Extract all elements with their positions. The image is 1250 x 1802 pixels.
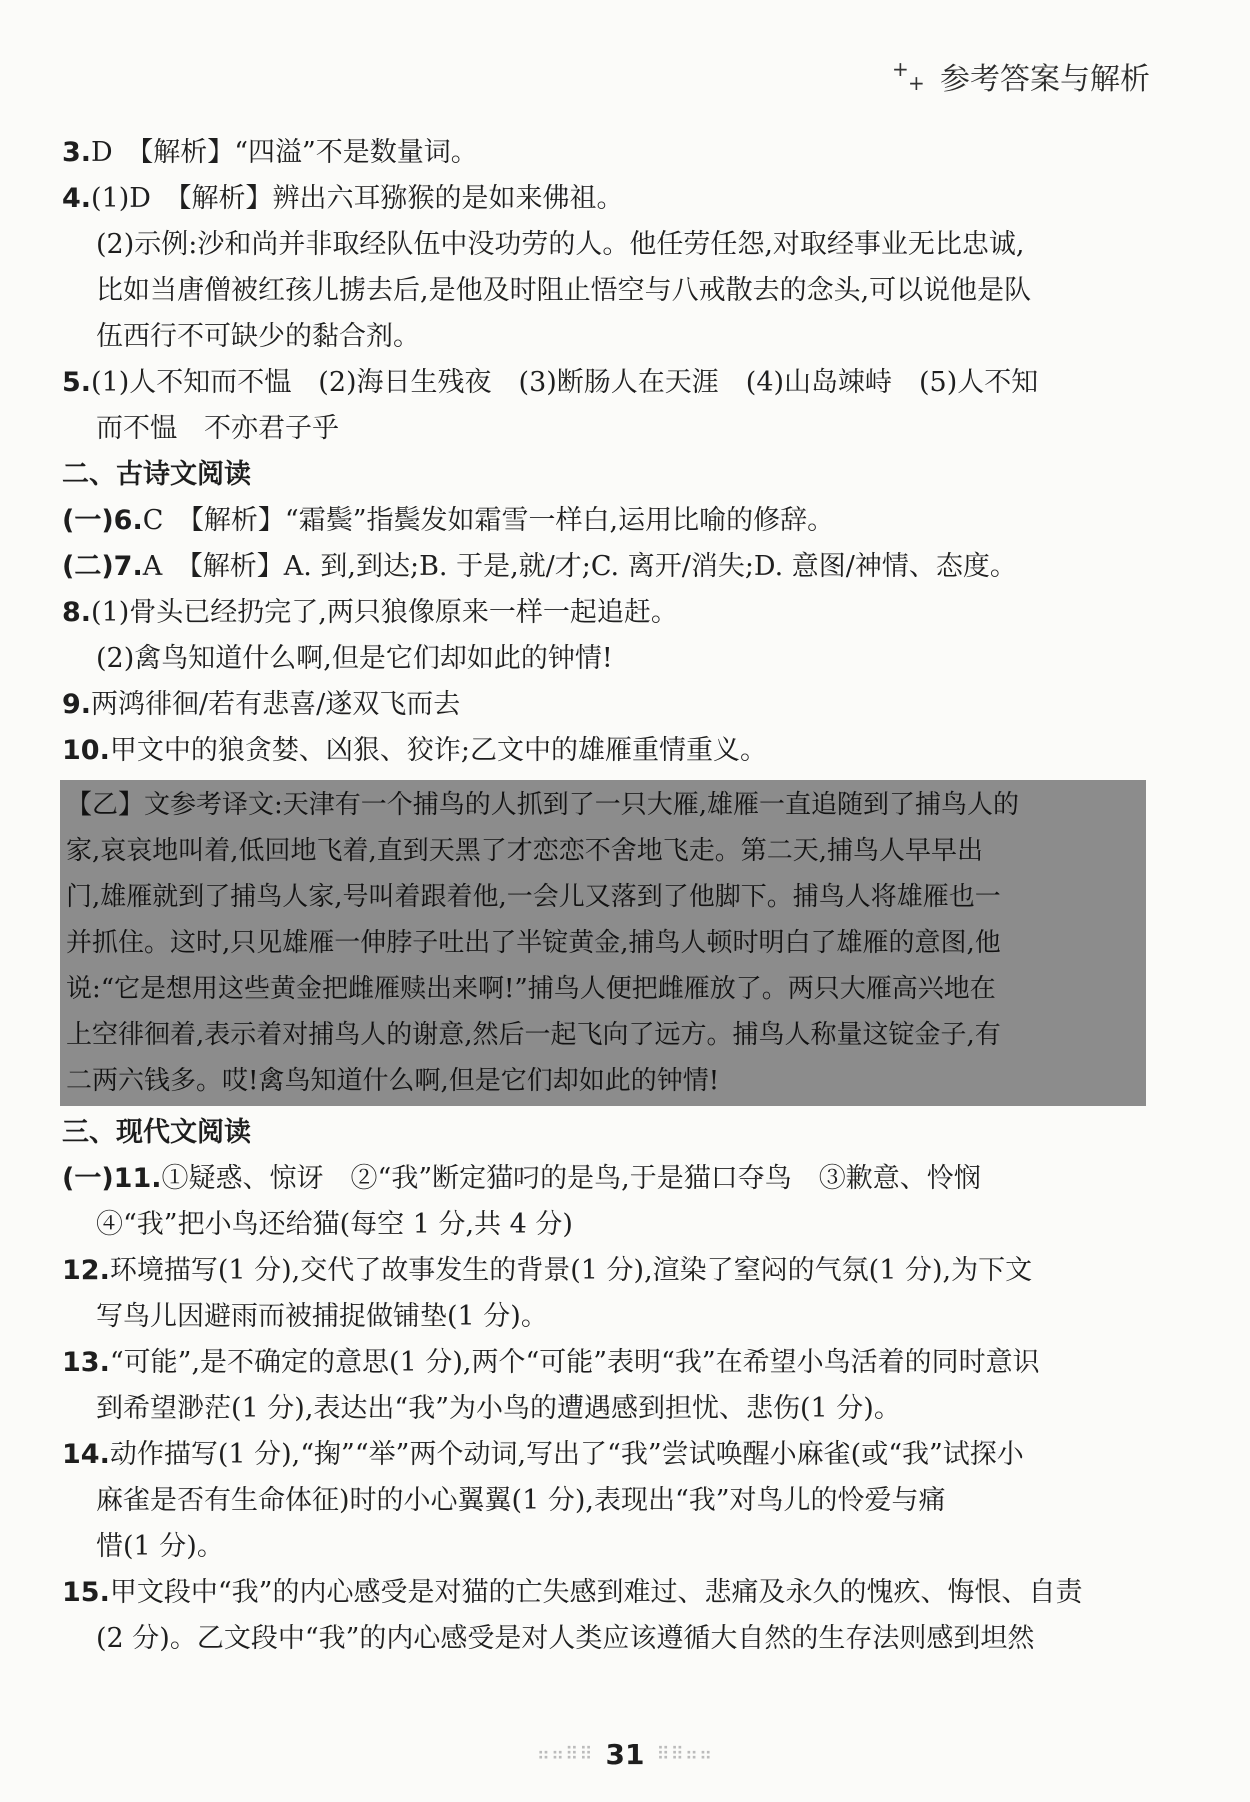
translation-line: 上空徘徊着,表示着对捕鸟人的谢意,然后一起飞向了远方。捕鸟人称量这锭金子,有 — [66, 1020, 1001, 1050]
answer-line — [62, 176, 1154, 222]
translation-box — [60, 780, 1146, 1106]
translation-line: 家,哀哀地叫着,低回地飞着,直到天黑了才恋恋不舍地飞走。第二天,捕鸟人早早出 — [66, 836, 984, 866]
answer-text: 环境描写(1 分),交代了故事发生的背景(1 分),渲染了窒闷的气氛(1 分),为下文 — [109, 1255, 1033, 1286]
page-header — [892, 54, 1150, 98]
answer-text: ①疑惑、惊讶 ②“我”断定猫叼的是鸟,于是猫口夺鸟 ③歉意、怜悯 — [161, 1163, 981, 1194]
question-number: (一)6. — [62, 505, 143, 536]
answer-text: (2 分)。乙文段中“我”的内心感受是对人类应该遵循大自然的生存法则感到坦然 — [96, 1623, 1035, 1654]
question-number: 9. — [62, 689, 92, 720]
answer-text: 甲文段中“我”的内心感受是对猫的亡失感到难过、悲痛及永久的愧疚、悔恨、自责 — [109, 1577, 1083, 1608]
answer-line — [62, 1202, 1154, 1248]
plus-decoration-icon: + + — [892, 57, 925, 95]
translation-line: 【乙】文参考译文:天津有一个捕鸟的人抓到了一只大雁,雄雁一直追随到了捕鸟人的 — [66, 790, 1020, 820]
answer-line — [62, 590, 1154, 636]
answer-text: 写鸟儿因避雨而被捕捉做铺垫(1 分)。 — [96, 1301, 548, 1332]
answer-line — [62, 406, 1154, 452]
question-number: 15. — [62, 1577, 110, 1608]
answer-text: (2)禽鸟知道什么啊,但是它们却如此的钟情! — [96, 643, 613, 674]
question-number: 12. — [62, 1255, 110, 1286]
answer-line — [62, 360, 1154, 406]
page-number: 31 — [605, 1738, 645, 1771]
answer-text: 麻雀是否有生命体征)时的小心翼翼(1 分),表现出“我”对鸟儿的怜爱与痛 — [96, 1485, 946, 1516]
answer-line — [62, 314, 1154, 360]
answer-text: 伍西行不可缺少的黏合剂。 — [96, 321, 420, 352]
answer-line — [62, 1478, 1154, 1524]
answer-text: (1)D 【解析】辨出六耳猕猴的是如来佛祖。 — [91, 183, 624, 214]
answer-text: ④“我”把小鸟还给猫(每空 1 分,共 4 分) — [96, 1209, 573, 1240]
section-heading: 三、现代文阅读 — [62, 1117, 251, 1148]
answer-text: 而不愠 不亦君子乎 — [96, 413, 339, 444]
answer-line — [62, 1432, 1154, 1478]
answer-text: 动作描写(1 分),“掬”“举”两个动词,写出了“我”尝试唤醒小麻雀(或“我”试探小 — [109, 1439, 1024, 1470]
answer-line — [62, 636, 1154, 682]
translation-line: 说:“它是想用这些黄金把雌雁赎出来啊!”捕鸟人便把雌雁放了。两只大雁高兴地在 — [66, 974, 996, 1004]
question-number: 14. — [62, 1439, 110, 1470]
header-title: 参考答案与解析 — [940, 62, 1150, 97]
answer-line — [62, 1616, 1154, 1662]
section-heading: 二、古诗文阅读 — [62, 459, 251, 490]
translation-line: 门,雄雁就到了捕鸟人家,号叫着跟着他,一会儿又落到了他脚下。捕鸟人将雄雁也一 — [66, 882, 1001, 912]
question-number: 13. — [62, 1347, 110, 1378]
answer-text: (1)人不知而不愠 (2)海日生残夜 (3)断肠人在天涯 (4)山岛竦峙 (5)人不知 — [91, 367, 1039, 398]
answer-line — [62, 268, 1154, 314]
answer-text: (1)骨头已经扔完了,两只狼像原来一样一起追赶。 — [91, 597, 678, 628]
answer-line — [62, 1248, 1154, 1294]
answer-text: (2)示例:沙和尚并非取经队伍中没功劳的人。他任劳任怨,对取经事业无比忠诚, — [96, 229, 1025, 260]
answer-content — [62, 130, 1154, 1662]
answer-text: D 【解析】“四溢”不是数量词。 — [91, 137, 478, 168]
answers-part-2 — [62, 1110, 1154, 1662]
question-number: 3. — [62, 137, 92, 168]
question-number: 4. — [62, 183, 92, 214]
question-number: 5. — [62, 367, 92, 398]
answer-text: “可能”,是不确定的意思(1 分),两个“可能”表明“我”在希望小鸟活着的同时意识 — [109, 1347, 1040, 1378]
answer-line — [62, 130, 1154, 176]
question-number: 10. — [62, 735, 110, 766]
translation-line: 并抓住。这时,只见雄雁一伸脖子吐出了半锭黄金,捕鸟人顿时明白了雄雁的意图,他 — [66, 928, 1001, 958]
answer-line — [62, 498, 1154, 544]
answer-text: 比如当唐僧被红孩儿掳去后,是他及时阻止悟空与八戒散去的念头,可以说他是队 — [96, 275, 1032, 306]
answer-line — [62, 1386, 1154, 1432]
answer-text: C 【解析】“霜鬓”指鬓发如霜雪一样白,运用比喻的修辞。 — [142, 505, 835, 536]
answer-line — [62, 1570, 1154, 1616]
answer-line — [62, 1524, 1154, 1570]
translation-line: 二两六钱多。哎!禽鸟知道什么啊,但是它们却如此的钟情! — [66, 1066, 720, 1096]
answer-text: 甲文中的狼贪婪、凶狠、狡诈;乙文中的雄雁重情重义。 — [109, 735, 767, 766]
page-footer — [0, 1738, 1250, 1771]
answer-line — [62, 728, 1154, 774]
answer-line — [62, 222, 1154, 268]
question-number: (二)7. — [62, 551, 143, 582]
answer-line — [62, 682, 1154, 728]
question-number: (一)11. — [62, 1163, 162, 1194]
answer-line — [62, 1294, 1154, 1340]
answers-part-1 — [62, 130, 1154, 774]
answer-text: 两鸿徘徊/若有悲喜/遂双飞而去 — [91, 689, 461, 720]
answer-line — [62, 1340, 1154, 1386]
answer-line — [62, 1156, 1154, 1202]
answer-line — [62, 544, 1154, 590]
footer-dots-left-icon: ⠶⠶⠿⠿ — [536, 1744, 594, 1765]
answer-text: A 【解析】A. 到,到达;B. 于是,就/才;C. 离开/消失;D. 意图/神情、态度。 — [142, 551, 1017, 582]
footer-dots-right-icon: ⠿⠿⠶⠶ — [656, 1744, 714, 1765]
answer-text: 到希望渺茫(1 分),表达出“我”为小鸟的遭遇感到担忧、悲伤(1 分)。 — [96, 1393, 901, 1424]
question-number: 8. — [62, 597, 92, 628]
answer-text: 惜(1 分)。 — [96, 1531, 224, 1562]
